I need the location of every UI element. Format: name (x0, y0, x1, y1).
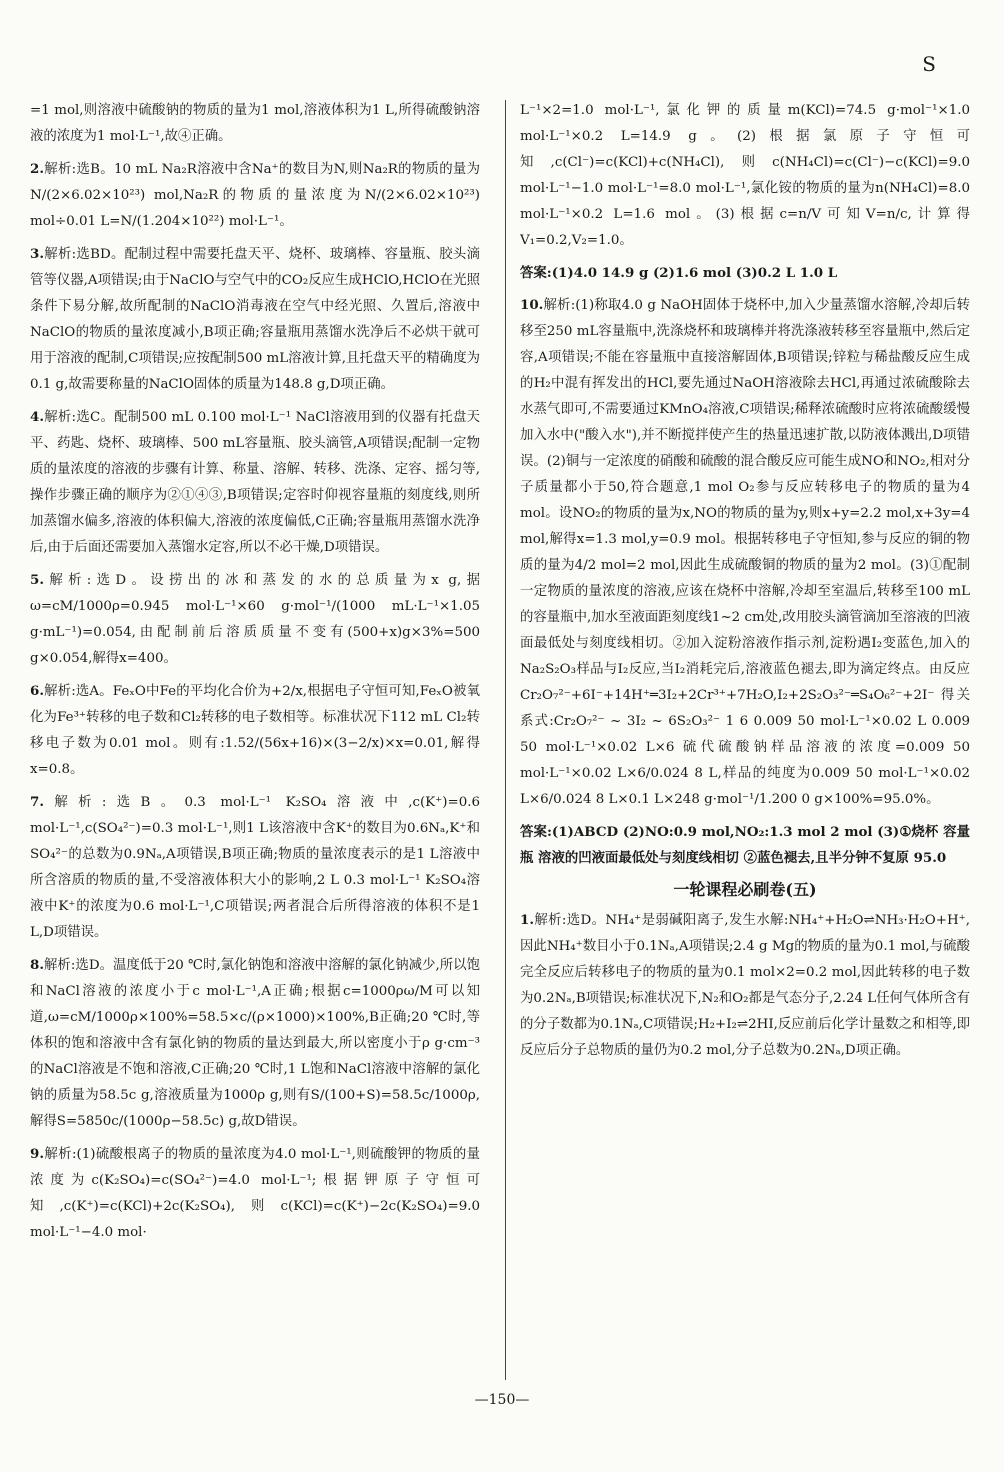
answer-text: 解析:选D。温度低于20 ℃时,氯化钠饱和溶液中溶解的氯化钠减少,所以饱和NaCl溶液的浓度小于c mol·L⁻¹,A正确;根据c=1000ρω/M可以知道,ω=cM/1000ρ×100%=58.5×c/(ρ×1000)×100%,B正确;20 ℃时,等体积的饱和溶液中含有氯化钠的物质的量达到最大,所以密度小于ρ g·cm⁻³的NaCl溶液是不饱和溶液,C正确;20 ℃时,1 L饱和NaCl溶液中溶解的氯化钠的质量为58.5c g,溶液质量为1000ρ g,则有S/(100+S)=58.5c/1000ρ,解得S=5850c/(1000ρ−58.5c) g,故D错误。 (30, 958, 480, 1129)
answer-item-2 (30, 156, 480, 235)
answer-item-9-cont (520, 98, 970, 254)
answer-item-7 (30, 789, 480, 946)
answer-key-text: 答案:(1)ABCD (2)NO:0.9 mol,NO₂:1.3 mol 2 mol (3)①烧杯 容量瓶 溶液的凹液面最低处与刻度线相切 ②蓝色褪去,且半分钟不复原 95.0 (520, 824, 970, 866)
item-number: 8. (30, 957, 44, 973)
column-divider (505, 100, 506, 1380)
answer-text: 解析:(1)称取4.0 g NaOH固体于烧杯中,加入少量蒸馏水溶解,冷却后转移至250 mL容量瓶中,洗涤烧杯和玻璃棒并将洗涤液转移至容量瓶中,然后定容,A项错误;不能在容量瓶中直接溶解固体,B项错误;锌粒与稀盐酸反应生成的H₂中混有挥发出的HCl,要先通过NaOH溶液除去HCl,再通过浓硫酸除去水蒸气即可,不需要通过KMnO₄溶液,C项错误;稀释浓硫酸时应将浓硫酸缓慢加入水中("酸入水"),并不断搅拌使产生的热量迅速扩散,以防液体溅出,D项错误。(2)铜与一定浓度的硝酸和硫酸的混合酸反应可能生成NO和NO₂,相对分子质量都小于50,符合题意,1 mol O₂参与反应转移电子的物质的量为4 mol。设NO₂的物质的量为x,NO的物质的量为y,则x+y=2.2 mol,x+3y=4 mol,解得x=1.3 mol,y=0.9 mol。根据转移电子守恒知,参与反应的铜的物质的量为4/2 mol=2 mol,因此生成硫酸铜的物质的量为2 mol。(3)①配制一定物质的量浓度的溶液,应该在烧杯中溶解,冷却至室温后,转移至100 mL的容量瓶中,加水至液面距刻度线1~2 cm处,改用胶头滴管滴加至溶液的凹液面最低处与刻度线相切。②加入淀粉溶液作指示剂,淀粉遇I₂变蓝色,加入的Na₂S₂O₃样品与I₂反应,当I₂消耗完后,溶液蓝色褪去,即为滴定终点。由反应Cr₂O₇²⁻+6I⁻+14H⁺═3I₂+2Cr³⁺+7H₂O,I₂+2S₂O₃²⁻═S₄O₆²⁻+2I⁻ 得关系式:Cr₂O₇²⁻ ~ 3I₂ ~ 6S₂O₃²⁻ 1 6 0.009 50 mol·L⁻¹×0.02 L 0.009 50 mol·L⁻¹×0.02 L×6 硫代硫酸钠样品溶液的浓度=0.009 50 mol·L⁻¹×0.02 L×6/0.024 8 L,样品的纯度为0.009 50 mol·L⁻¹×0.02 L×6/0.024 8 L×0.1 L×248 g·mol⁻¹/1.200 0 g×100%=95.0%。 (520, 298, 970, 807)
answer-text: 解析:选D。设捞出的冰和蒸发的水的总质量为x g,据ω=cM/1000ρ=0.945 mol·L⁻¹×60 g·mol⁻¹/(1000 mL·L⁻¹×1.05 g·mL⁻¹)=0.054,由配制前后溶质质量不变有(500+x)g×3%=500 g×0.054,解得x=400。 (30, 573, 480, 666)
item-number: 4. (30, 409, 44, 425)
answer-item-10 (520, 292, 970, 813)
answer-text: 解析:选A。FeₓO中Fe的平均化合价为+2/x,根据电子守恒可知,FeₓO被氧化为Fe³⁺转移的电子数和Cl₂转移的电子数相等。标准状况下112 mL Cl₂转移电子数为0.01 mol。则有:1.52/(56x+16)×(3−2/x)×x=0.01,解得x=0.8。 (30, 684, 480, 777)
right-column (520, 98, 970, 1388)
item-number: 7. (30, 794, 44, 810)
answer-item-6 (30, 678, 480, 783)
answer-item-5 (30, 567, 480, 672)
answer-text: =1 mol,则溶液中硫酸钠的物质的量为1 mol,溶液体积为1 L,所得硫酸钠溶液的浓度为1 mol·L⁻¹,故④正确。 (30, 103, 480, 144)
answer-text: 解析:选D。NH₄⁺是弱碱阳离子,发生水解:NH₄⁺+H₂O⇌NH₃·H₂O+H⁺,因此NH₄⁺数目小于0.1Nₐ,A项错误;2.4 g Mg的物质的量为0.1 mol,与硫酸完全反应后转移电子的物质的量为0.1 mol×2=0.2 mol,因此转移的电子数为0.2Nₐ,B项错误;标准状况下,N₂和O₂都是气态分子,2.24 L任何气体所含有的分子数都为0.1Nₐ,C项错误;H₂+I₂⇌2HI,反应前后化学计量数之和相等,即反应后分子总物质的量仍为0.2 mol,分子总数为0.2Nₐ,D项正确。 (520, 913, 970, 1058)
item-number: 1. (520, 912, 534, 928)
item-number: 9. (30, 1146, 44, 1162)
answer-item-9 (30, 1141, 480, 1246)
item-number: 2. (30, 161, 44, 177)
left-column (30, 98, 480, 1388)
answer-key-9 (520, 260, 970, 286)
answer-item-4 (30, 404, 480, 561)
item-number: 6. (30, 683, 44, 699)
page-number: —150— (474, 1392, 530, 1408)
answer-text: 解析:选B。0.3 mol·L⁻¹ K₂SO₄溶液中,c(K⁺)=0.6 mol·L⁻¹,c(SO₄²⁻)=0.3 mol·L⁻¹,则1 L该溶液中含K⁺的数目为0.6Nₐ,K⁺和SO₄²⁻的总数为0.9Nₐ,A项错误,B项正确;物质的量浓度表示的是1 L溶液中所含溶质的物质的量,不受溶液体积大小的影响,2 L 0.3 mol·L⁻¹ K₂SO₄溶液中K⁺的浓度为0.6 mol·L⁻¹,C项错误;两者混合后所得溶液的体积不是1 L,D项错误。 (30, 795, 480, 940)
section-title: 一轮课程必刷卷(五) (673, 880, 817, 899)
answer-text: L⁻¹×2=1.0 mol·L⁻¹,氯化钾的质量m(KCl)=74.5 g·mol⁻¹×1.0 mol·L⁻¹×0.2 L=14.9 g。(2)根据氯原子守恒可知,c(Cl⁻)=c(KCl)+c(NH₄Cl),则c(NH₄Cl)=c(Cl⁻)−c(KCl)=9.0 mol·L⁻¹−1.0 mol·L⁻¹=8.0 mol·L⁻¹,氯化铵的物质的量为n(NH₄Cl)=8.0 mol·L⁻¹×0.2 L=1.6 mol。(3)根据c=n/V可知V=n/c,计算得V₁=0.2,V₂=1.0。 (520, 103, 970, 248)
item-number: 3. (30, 246, 44, 262)
answer-text: 解析:选BD。配制过程中需要托盘天平、烧杯、玻璃棒、容量瓶、胶头滴管等仪器,A项错误;由于NaClO与空气中的CO₂反应生成HClO,HClO在光照条件下易分解,故所配制的NaClO消毒液在空气中经光照、久置后,溶液中NaClO的物质的量浓度减小,B项正确;容量瓶用蒸馏水洗净后不必烘干就可用于溶液的配制,C项错误;应按配制500 mL溶液计算,且托盘天平的精确度为0.1 g,故需要称量的NaClO固体的质量为148.8 g,D项正确。 (30, 247, 480, 392)
answer-text: 解析:(1)硫酸根离子的物质的量浓度为4.0 mol·L⁻¹,则硫酸钾的物质的量浓度为c(K₂SO₄)=c(SO₄²⁻)=4.0 mol·L⁻¹;根据钾原子守恒可知,c(K⁺)=c(KCl)+2c(K₂SO₄),则c(KCl)=c(K⁺)−2c(K₂SO₄)=9.0 mol·L⁻¹−4.0 mol· (30, 1147, 480, 1240)
answer-item-8 (30, 952, 480, 1135)
answer-key-10 (520, 819, 970, 871)
answer-item-3 (30, 241, 480, 398)
item-number: 5. (30, 572, 44, 588)
answer-text: 解析:选B。10 mL Na₂R溶液中含Na⁺的数目为N,则Na₂R的物质的量为N/(2×6.02×10²³) mol,Na₂R的物质的量浓度为N/(2×6.02×10²³) mol÷0.01 L=N/(1.204×10²²) mol·L⁻¹。 (30, 162, 480, 229)
answer-key-text: 答案:(1)4.0 14.9 g (2)1.6 mol (3)0.2 L 1.0 L (520, 265, 838, 281)
item-number: 10. (520, 297, 544, 313)
corner-mark: S (922, 52, 936, 76)
answer-text: 解析:选C。配制500 mL 0.100 mol·L⁻¹ NaCl溶液用到的仪器有托盘天平、药匙、烧杯、玻璃棒、500 mL容量瓶、胶头滴管,A项错误;配制一定物质的量浓度的溶液的步骤有计算、称量、溶解、转移、洗涤、定容、摇匀等,操作步骤正确的顺序为②①④③,B项错误;定容时仰视容量瓶的刻度线,则所加蒸馏水偏多,溶液的体积偏大,溶液的浓度偏低,C正确;容量瓶用蒸馏水洗净后,由于后面还需要加入蒸馏水定容,所以不必干燥,D项错误。 (30, 410, 480, 555)
answer-item-1-new (520, 907, 970, 1064)
answer-item-cont (30, 98, 480, 150)
